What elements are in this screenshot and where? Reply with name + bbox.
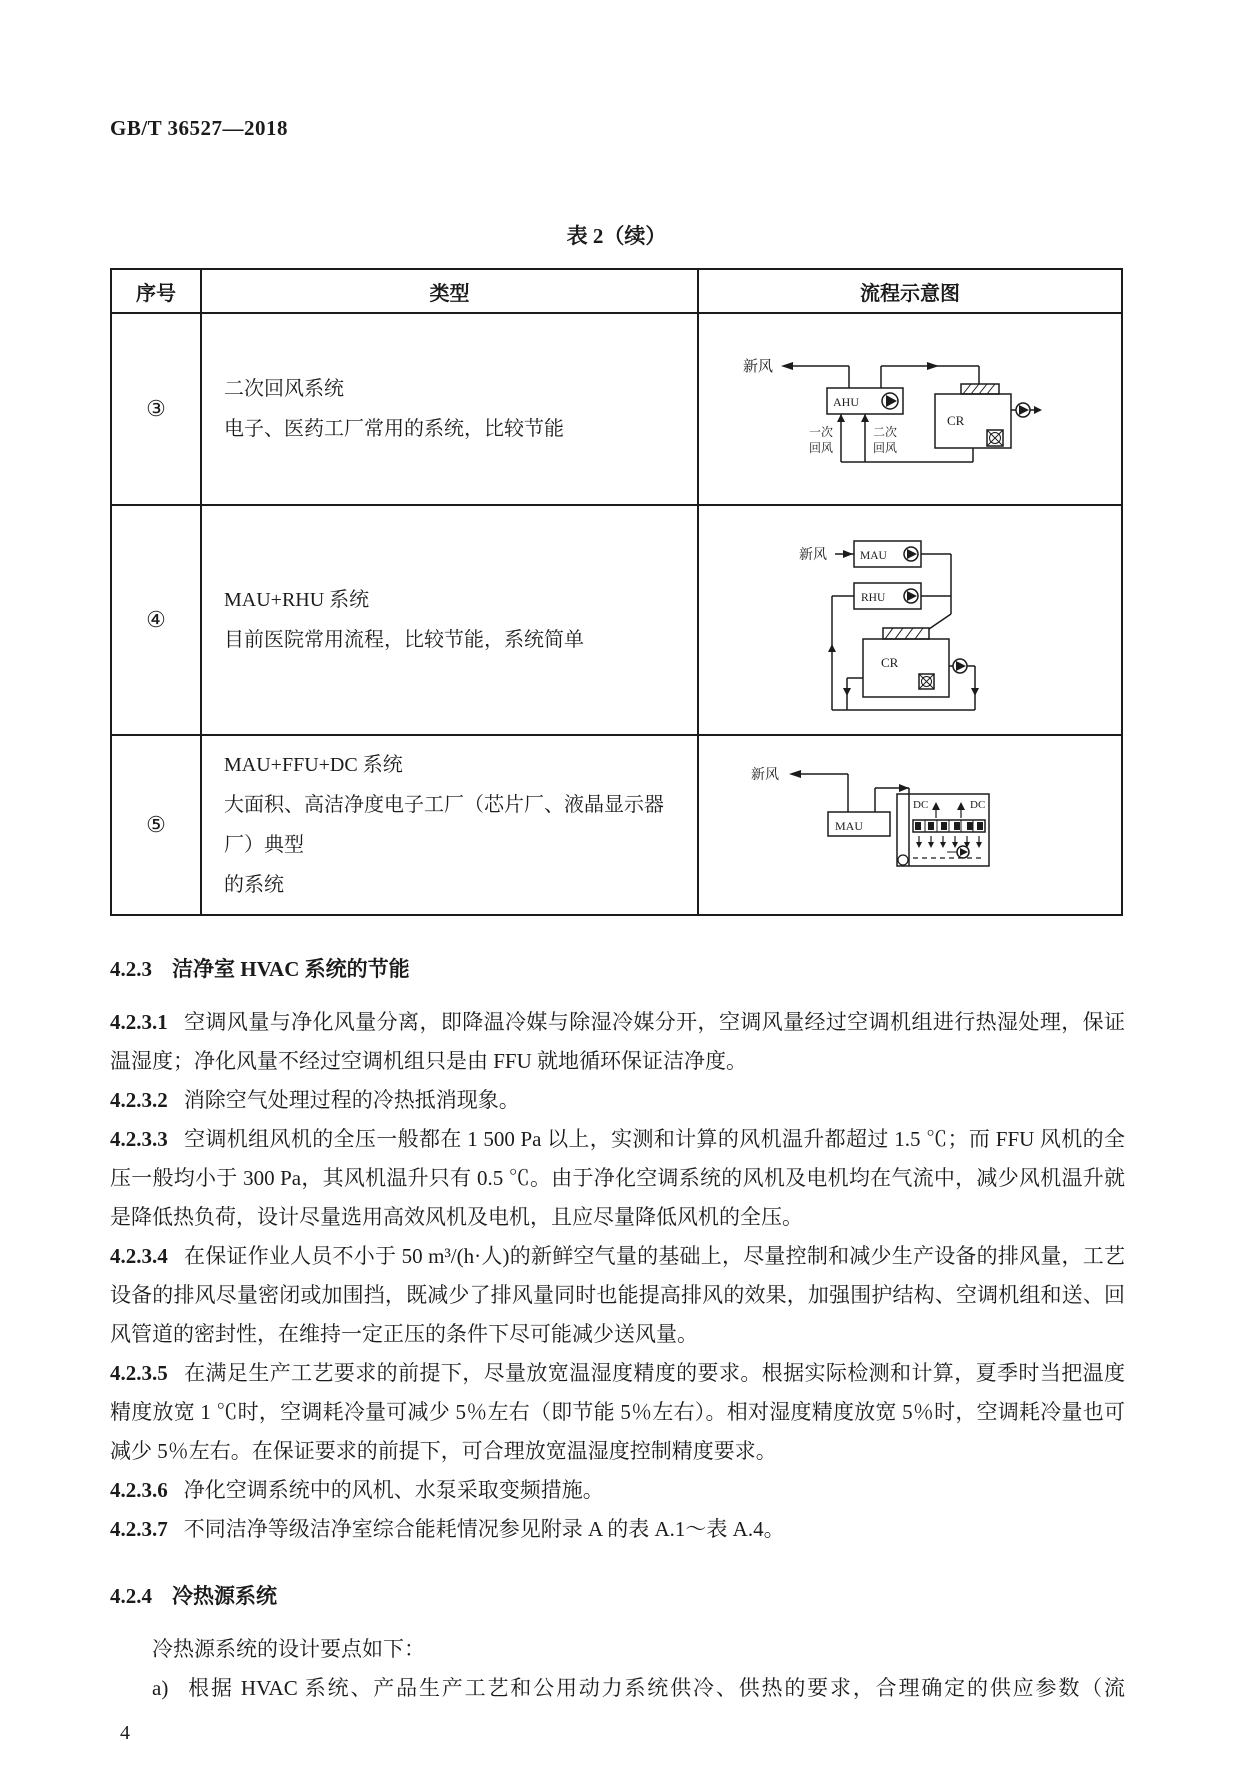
fan-icon bbox=[956, 661, 966, 671]
ffu-icon bbox=[915, 822, 921, 830]
ffu-icon bbox=[928, 822, 934, 830]
clause-4231: 4.2.3.1 空调风量与净化风量分离，即降温冷媒与除湿冷媒分开，空调风量经过空调机组进行热湿处理，保证温湿度；净化风量不经过空调机组只是由 FFU 就地循环保证洁净度。 bbox=[110, 1010, 1125, 1073]
type-desc: 大面积、高洁净度电子工厂（芯片厂、液晶显示器厂）典型 bbox=[224, 794, 664, 856]
clause-number: 4.2.3 bbox=[110, 957, 152, 981]
doc-number: GB/T 36527—2018 bbox=[110, 116, 289, 140]
clause-title: 洁净室 HVAC 系统的节能 bbox=[172, 957, 410, 981]
diagram-cell bbox=[699, 506, 1121, 734]
col-header-diagram: 流程示意图 bbox=[860, 282, 960, 305]
arrowheads bbox=[781, 362, 1042, 422]
body-text bbox=[110, 950, 1125, 1708]
clause-4237: 4.2.3.7 不同洁净等级洁净室综合能耗情况参见附录 A 的表 A.1～表 A.4。 bbox=[110, 1517, 785, 1541]
flow-diagram-mau-ffu-dc bbox=[751, 760, 996, 875]
fan-icon bbox=[960, 848, 968, 856]
fan-icon bbox=[907, 549, 917, 559]
list-item-label: a) bbox=[152, 1676, 169, 1700]
col-header-type: 类型 bbox=[202, 270, 699, 312]
mau-label: MAU bbox=[860, 550, 887, 562]
table-caption: 表 2（续） bbox=[566, 224, 667, 248]
fan-icon bbox=[907, 591, 917, 601]
clause-number: 4.2.4 bbox=[110, 1584, 152, 1608]
primary-return-label: 一次 bbox=[809, 425, 834, 439]
type-cell bbox=[202, 736, 699, 914]
row-number: ④ bbox=[112, 506, 202, 734]
type-desc: 目前医院常用流程，比较节能，系统简单 bbox=[224, 629, 584, 651]
row-number: ③ bbox=[112, 314, 202, 504]
row-number: ⑤ bbox=[112, 736, 202, 914]
ffu-icon bbox=[941, 822, 947, 830]
type-title: MAU+FFU+DC 系统 bbox=[224, 754, 403, 776]
diagram-cell bbox=[699, 314, 1121, 504]
cleanroom-label: CR bbox=[881, 655, 899, 670]
secondary-return-label: 回风 bbox=[873, 441, 898, 455]
clause-4232: 4.2.3.2 消除空气处理过程的冷热抵消现象。 bbox=[110, 1088, 520, 1112]
system-types-table bbox=[110, 268, 1123, 916]
ahu-label: AHU bbox=[833, 395, 859, 409]
cleanroom-label: CR bbox=[947, 413, 965, 428]
col-header-no: 序号 bbox=[112, 270, 202, 312]
section-heading-423 bbox=[110, 950, 1125, 989]
table-row bbox=[112, 504, 1121, 734]
dc-label: DC bbox=[970, 799, 986, 811]
mau-label: MAU bbox=[835, 819, 864, 833]
clause-4235: 4.2.3.5 在满足生产工艺要求的前提下，尽量放宽温湿度精度的要求。根据实际检测和计算，夏季时当把温度精度放宽 1 ℃时，空调耗冷量可减少 5％左右（即节能 5％左右）。相对湿度精度放宽 5％时，空调耗冷量也可减少 5％左右。在保证要求的前提下，可合理放宽温湿度控制精度要求。 bbox=[110, 1361, 1125, 1463]
fresh-air-label: 新风 bbox=[799, 548, 827, 563]
section-intro: 冷热源系统的设计要点如下： bbox=[152, 1637, 425, 1661]
type-cell bbox=[202, 506, 699, 734]
ffu-icon bbox=[967, 822, 973, 830]
ffu-icon bbox=[977, 822, 983, 830]
fan-icon bbox=[886, 395, 897, 407]
flow-diagram-secondary-return bbox=[741, 350, 1043, 468]
type-title: MAU+RHU 系统 bbox=[224, 589, 370, 611]
type-cell bbox=[202, 314, 699, 504]
diagram-cell bbox=[699, 736, 1121, 914]
clause-4236: 4.2.3.6 净化空调系统中的风机、水泵采取变频措施。 bbox=[110, 1478, 604, 1502]
list-item-a: a) 根据 HVAC 系统、产品生产工艺和公用动力系统供冷、供热的要求，合理确定的供应参数（流 bbox=[152, 1676, 1125, 1700]
rhu-label: RHU bbox=[861, 592, 886, 604]
section-heading-424 bbox=[110, 1577, 1125, 1616]
clause-title: 冷热源系统 bbox=[172, 1584, 277, 1608]
fresh-air-label: 新风 bbox=[751, 768, 779, 783]
ffu-icon bbox=[954, 822, 960, 830]
flow-diagram-mau-rhu bbox=[799, 526, 999, 716]
table-header-row bbox=[112, 270, 1121, 312]
clause-4234: 4.2.3.4 在保证作业人员不小于 50 m³/(h·人)的新鲜空气量的基础上，尽量控制和减少生产设备的排风量，工艺设备的排风尽量密闭或加围挡，既减少了排风量同时也能提高排风的效果，加强围护结构、空调机组和送、回风管道的密封性，在维持一定正压的条件下尽可能减少送风量。 bbox=[110, 1244, 1125, 1346]
type-desc: 电子、医药工厂常用的系统，比较节能 bbox=[224, 418, 564, 440]
table-row bbox=[112, 734, 1121, 914]
clause-4233: 4.2.3.3 空调机组风机的全压一般都在 1 500 Pa 以上，实测和计算的风机温升都超过 1.5 ℃；而 FFU 风机的全压一般均小于 300 Pa，其风机温升只有 0.5 ℃。由于净化空调系统的风机及电机均在气流中，减少风机温升就是降低热负荷，设计尽量选用高效风机及电机，且应尽量降低风机的全压。 bbox=[110, 1127, 1125, 1229]
page-number: 4 bbox=[120, 1722, 130, 1744]
dc-label: DC bbox=[913, 799, 929, 811]
arrowheads bbox=[828, 549, 979, 696]
type-desc: 的系统 bbox=[224, 874, 284, 896]
table-row bbox=[112, 312, 1121, 504]
fan-icon bbox=[1019, 405, 1029, 415]
secondary-return-label: 二次 bbox=[873, 425, 898, 439]
arrowheads bbox=[789, 770, 986, 856]
type-title: 二次回风系统 bbox=[224, 378, 344, 400]
primary-return-label: 回风 bbox=[809, 441, 834, 455]
fresh-air-label: 新风 bbox=[743, 359, 774, 375]
